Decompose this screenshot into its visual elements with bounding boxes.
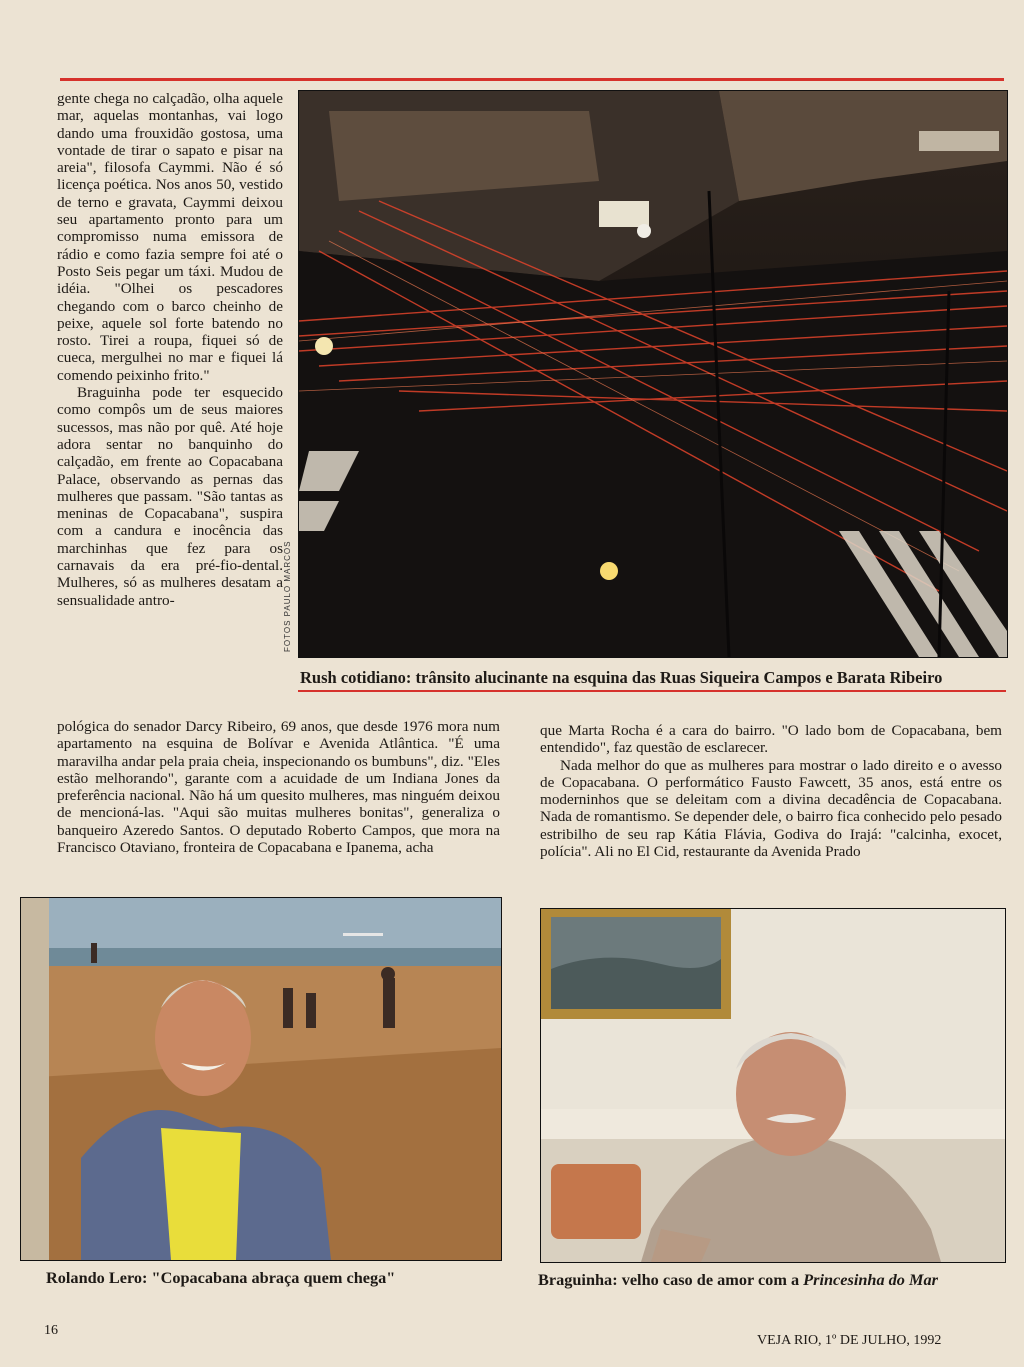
traffic-photo <box>298 90 1008 658</box>
braguinha-photo <box>540 908 1006 1263</box>
rolando-lero-photo <box>20 897 502 1261</box>
left-text-column <box>57 718 500 856</box>
publication-footer: VEJA RIO, 1º DE JULHO, 1992 <box>757 1333 942 1348</box>
living-room-portrait-illustration <box>541 909 1005 1262</box>
braguinha-caption-italic: Princesinha do Mar <box>803 1270 938 1289</box>
traffic-night-illustration <box>299 91 1007 657</box>
traffic-caption: Rush cotidiano: trânsito alucinante na esquina das Ruas Siqueira Campos e Barata Ribeiro <box>300 668 943 687</box>
paragraph-darcy-ribeiro: pológica do senador Darcy Ribeiro, 69 anos, que desde 1976 mora num apartamento na esquina de Bolívar e Avenida Atlântica. "É uma maravilha andar pela praia cheia, inspecionando os bumbuns", diz. "Eles estão melhorando", garante com a acuidade de um Indiana Jones da preferência nacional. Não há um quesito mulheres, mas ninguém deixou de mencioná-las. "Aqui são muitas mulheres bonitas", generaliza o banqueiro Azeredo Santos. O deputado Roberto Campos, que mora na Francisco Otaviano, fronteira de Copacabana e Ipanema, acha <box>57 718 500 857</box>
top-text-column <box>57 90 283 609</box>
caption-red-rule <box>298 690 1006 692</box>
paragraph-marta-rocha: que Marta Rocha é a cara do bairro. "O lado bom de Copacabana, bem entendido", faz questão de esclarecer. <box>540 722 1002 757</box>
paragraph-braguinha: Braguinha pode ter esquecido como compôs um de seus maiores sucessos, mas não por quê. Até hoje adora sentar no banquinho do calçadão, em frente ao Copacabana Palace, observando as pernas das mulheres que passam. "São tantas as meninas de Copacabana", suspira com a candura e inocência das marchinhas que fez para os carnavais da era pré-fio-dental. Mulheres, só as mulheres desatam a sensualidade antro- <box>57 384 283 609</box>
paragraph-fausto-fawcett: Nada melhor do que as mulheres para mostrar o lado direito e o avesso de Copacabana. O performático Fausto Fawcett, 35 anos, está entre os moderninhos que se deleitam com a divina decadência de Copacabana. Nada de romantismo. Se depender dele, o bairro fica conhecido pelo pesado estribilho de seu rap Kátia Flávia, Godiva do Irajá: "calcinha, exocet, polícia". Ali no El Cid, restaurante da Avenida Prado <box>540 756 1002 861</box>
paragraph-caymmi: gente chega no calçadão, olha aquele mar, aquelas montanhas, vai logo dando uma frouxidão gostosa, uma vontade de tirar o sapato e pisar na areia", filosofa Caymmi. Não é só licença poética. Nos anos 50, vestido de terno e gravata, Caymmi deixou seu apartamento pronto para um compromisso numa emissora de rádio e como fazia sempre foi até o Posto Seis pegar um táxi. Mudou de idéia. "Olhei os pescadores chegando com o barco cheinho de peixe, aquele sol forte batendo no rosto. Tirei a roupa, fiquei só de cueca, mergulhei no mar e fiquei lá comendo peixinho frito." <box>57 90 283 384</box>
beach-portrait-illustration <box>21 898 501 1260</box>
page-number: 16 <box>44 1323 58 1338</box>
photo-credit: FOTOS PAULO MARCOS <box>283 540 292 652</box>
braguinha-caption-text: Braguinha: velho caso de amor com a <box>538 1270 804 1289</box>
top-red-rule <box>60 78 1004 81</box>
braguinha-caption <box>538 1270 938 1290</box>
rolando-lero-caption: Rolando Lero: "Copacabana abraça quem chega" <box>46 1268 396 1287</box>
right-text-column <box>540 722 1002 860</box>
